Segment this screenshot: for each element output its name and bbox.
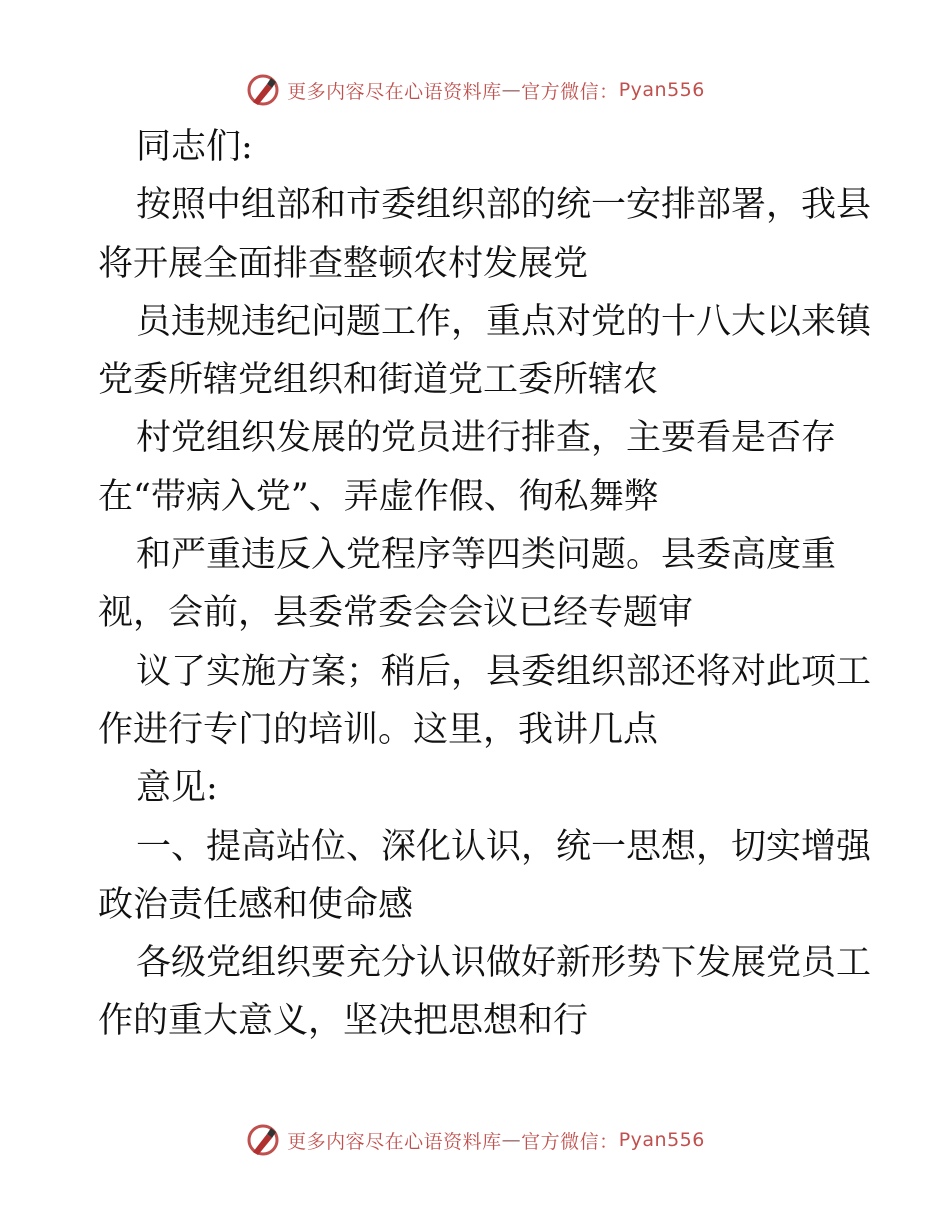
paragraph-line: 作的重大意义，坚决把思想和行	[98, 1001, 589, 1042]
pen-circle-logo-icon	[245, 72, 281, 108]
paragraph-line: 作进行专门的培训。这里，我讲几点	[98, 709, 659, 750]
pen-circle-logo-icon	[245, 1122, 281, 1158]
paragraph-line: 党委所辖党组织和街道党工委所辖农	[98, 360, 659, 401]
header-banner	[0, 70, 950, 110]
banner-wechat-label: 官方微信：	[521, 1130, 619, 1153]
banner-dash: —	[501, 1129, 522, 1151]
banner-wechat-id: Pyan556	[618, 1129, 705, 1151]
banner-wechat-label: 官方微信：	[521, 80, 619, 103]
paragraph-line: 村党组织发展的党员进行排查，主要看是否存	[136, 418, 837, 459]
paragraph-line: 将开展全面排查整顿农村发展党	[98, 243, 589, 284]
paragraph-line: 和严重违反入党程序等四类问题。县委高度重	[136, 535, 837, 576]
paragraph-line: 按照中组部和市委组织部的统一安排部署，我县	[136, 185, 872, 226]
paragraph-line: 员违规违纪问题工作，重点对党的十八大以来镇	[136, 301, 872, 342]
paragraph-line: 意见:	[136, 768, 218, 809]
banner-main-text: 更多内容尽在心语资料库	[287, 1130, 502, 1153]
banner-main-text: 更多内容尽在心语资料库	[287, 80, 502, 103]
paragraph-line: 一、提高站位、深化认识，统一思想，切实增强	[136, 826, 872, 867]
paragraph-line: 同志们:	[136, 127, 253, 167]
document-body	[98, 118, 872, 1051]
paragraph-line: 在“带病入党”、弄虚作假、徇私舞弊	[98, 476, 659, 517]
footer-banner	[0, 1120, 950, 1160]
paragraph-line: 政治责任感和使命感	[98, 884, 414, 925]
paragraph-line: 各级党组织要充分认识做好新形势下发展党员工	[136, 943, 872, 984]
paragraph-line: 视，会前，县委常委会会议已经专题审	[98, 593, 694, 634]
paragraph-line: 议了实施方案；稍后，县委组织部还将对此项工	[136, 651, 872, 692]
banner-dash: —	[501, 79, 522, 101]
banner-wechat-id: Pyan556	[618, 79, 705, 101]
